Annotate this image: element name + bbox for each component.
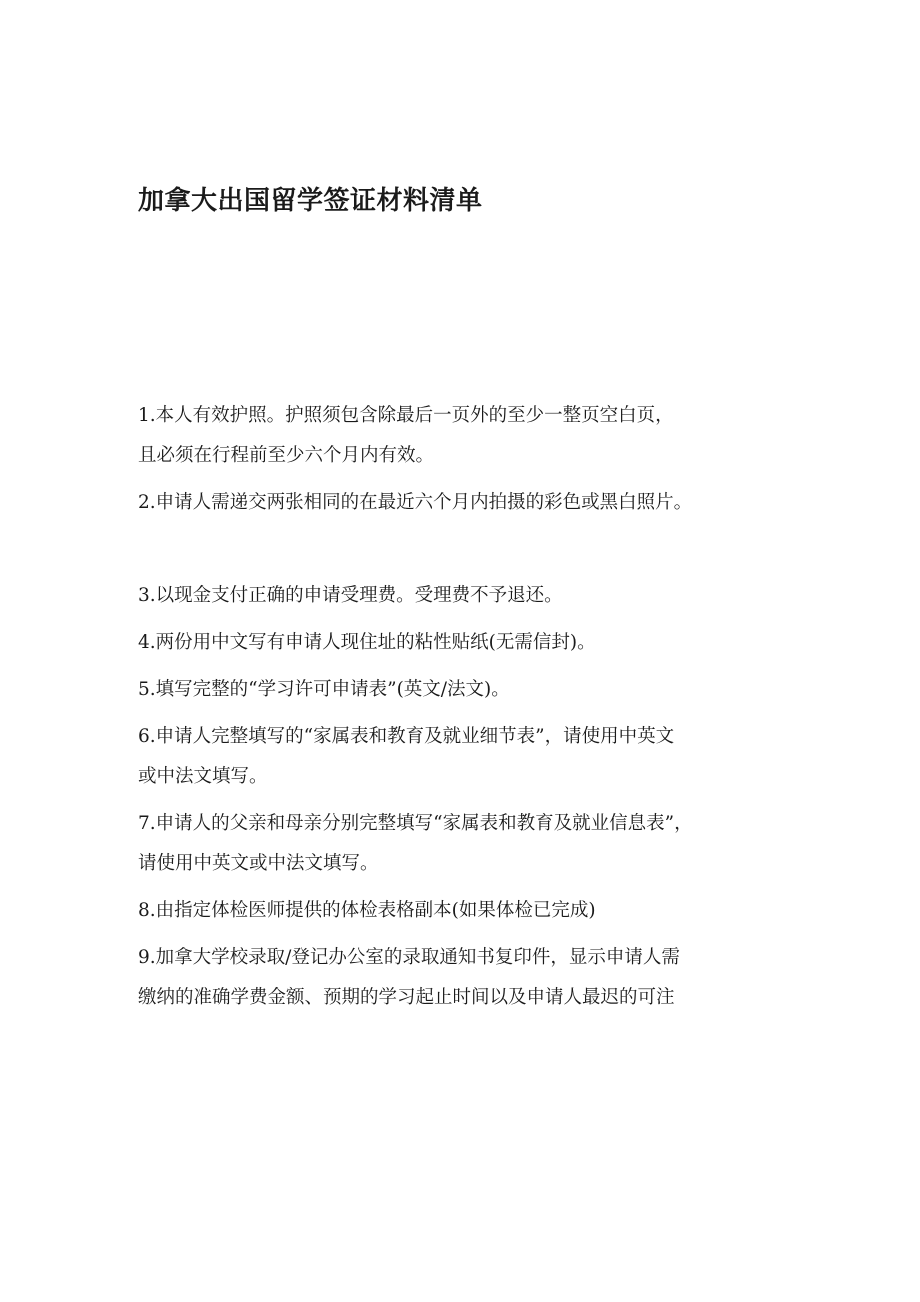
list-item-line: 6.申请人完整填写的“家属表和教育及就业细节表”，请使用中英文 — [138, 726, 675, 747]
list-item-5 — [138, 670, 798, 710]
list-item-line: 7.申请人的父亲和母亲分别完整填写“家属表和教育及就业信息表”， — [138, 813, 693, 834]
list-item-line: 3.以现金支付正确的申请受理费。受理费不予退还。 — [138, 585, 563, 606]
list-item-line: 5.填写完整的“学习许可申请表”(英文/法文)。 — [138, 679, 510, 700]
list-item-8 — [138, 891, 798, 931]
list-item-line: 9.加拿大学校录取/登记办公室的录取通知书复印件，显示申请人需 — [138, 947, 680, 968]
list-item-line: 且必须在行程前至少六个月内有效。 — [138, 445, 435, 466]
list-item-line: 1.本人有效护照。护照须包含除最后一页外的至少一整页空白页， — [138, 405, 674, 426]
list-item-3 — [138, 576, 798, 616]
list-item-line: 缴纳的准确学费金额、预期的学习起止时间以及申请人最迟的可注 — [138, 987, 675, 1008]
list-item-9 — [138, 938, 798, 1018]
list-item-1 — [138, 396, 798, 476]
document-title: 加拿大出国留学签证材料清单 — [138, 186, 483, 216]
list-item-line: 4.两份用中文写有申请人现住址的粘性贴纸(无需信封)。 — [138, 632, 596, 653]
list-item-7 — [138, 804, 798, 884]
list-item-line: 请使用中英文或中法文填写。 — [138, 853, 379, 874]
list-item-4 — [138, 623, 798, 663]
list-item-6 — [138, 717, 798, 797]
list-item-line: 或中法文填写。 — [138, 766, 268, 787]
list-item-line: 8.由指定体检医师提供的体检表格副本(如果体检已完成) — [138, 900, 596, 921]
list-item-2 — [138, 483, 798, 523]
materials-list — [138, 396, 798, 1025]
list-item-line: 2.申请人需递交两张相同的在最近六个月内拍摄的彩色或黑白照片。 — [138, 492, 693, 513]
